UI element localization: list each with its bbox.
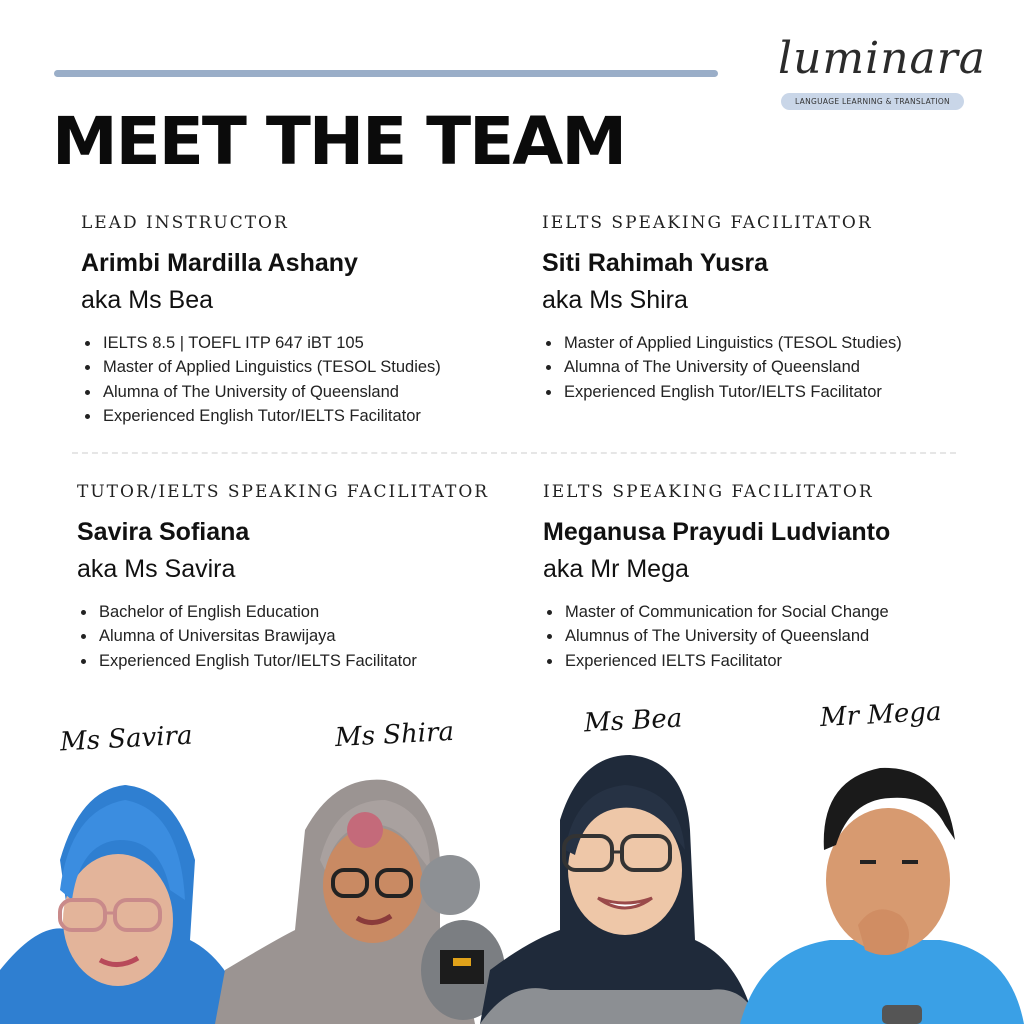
brand-wordmark: luminara: [778, 33, 987, 84]
member-alias: aka Ms Bea: [81, 286, 214, 314]
member-alias: aka Ms Savira: [77, 555, 236, 583]
member-name: Arimbi Mardilla Ashany: [81, 249, 358, 277]
member-card-mega: [543, 481, 890, 673]
signature-savira: Ms Savira: [59, 720, 194, 758]
signature-mega: Mr Mega: [819, 696, 943, 734]
member-card-savira: [77, 481, 489, 673]
credential-item: • Bachelor of English Education: [97, 600, 489, 624]
credential-item: • Alumna of The University of Queensland: [562, 355, 902, 379]
credential-item: • Master of Applied Linguistics (TESOL Studies): [101, 355, 441, 379]
signature-bea: Ms Bea: [583, 703, 683, 739]
member-card-shira: [542, 212, 902, 404]
member-role: TUTOR/IELTS SPEAKING FACILITATOR: [77, 482, 490, 502]
credential-item: • Experienced IELTS Facilitator: [563, 649, 890, 673]
signature-shira: Ms Shira: [334, 716, 455, 754]
member-role: IELTS SPEAKING FACILITATOR: [542, 213, 873, 233]
header-rule: [54, 70, 718, 77]
credential-item: • Alumnus of The University of Queensland: [563, 624, 890, 648]
member-name: Siti Rahimah Yusra: [542, 249, 769, 277]
member-name: Meganusa Prayudi Ludvianto: [543, 518, 891, 546]
page-title: MEET THE TEAM: [52, 103, 626, 180]
brand-tagline: LANGUAGE LEARNING & TRANSLATION: [781, 93, 964, 110]
brand-logo: [778, 30, 987, 112]
credential-item: • Alumna of The University of Queensland: [101, 380, 441, 404]
member-role: IELTS SPEAKING FACILITATOR: [543, 482, 874, 502]
member-credentials: [542, 331, 902, 404]
photo-bea: [470, 750, 770, 1024]
member-credentials: [543, 600, 890, 673]
credential-item: • Alumna of Universitas Brawijaya: [97, 624, 489, 648]
member-name: Savira Sofiana: [77, 518, 250, 546]
photo-savira: [0, 770, 250, 1024]
member-credentials: [81, 331, 441, 428]
member-card-bea: [81, 212, 441, 428]
member-alias: aka Mr Mega: [543, 555, 689, 583]
photo-mega: [740, 750, 1024, 1024]
member-alias: aka Ms Shira: [542, 286, 688, 314]
credential-item: • Experienced English Tutor/IELTS Facilitator: [97, 649, 489, 673]
credential-item: • Master of Communication for Social Change: [563, 600, 890, 624]
credential-item: • Experienced English Tutor/IELTS Facilitator: [562, 380, 902, 404]
credential-item: • Master of Applied Linguistics (TESOL Studies): [562, 331, 902, 355]
member-credentials: [77, 600, 489, 673]
credential-item: • IELTS 8.5 | TOEFL ITP 647 iBT 105: [101, 331, 441, 355]
credential-item: • Experienced English Tutor/IELTS Facilitator: [101, 404, 441, 428]
member-role: LEAD INSTRUCTOR: [81, 213, 289, 233]
section-divider: [72, 452, 956, 454]
